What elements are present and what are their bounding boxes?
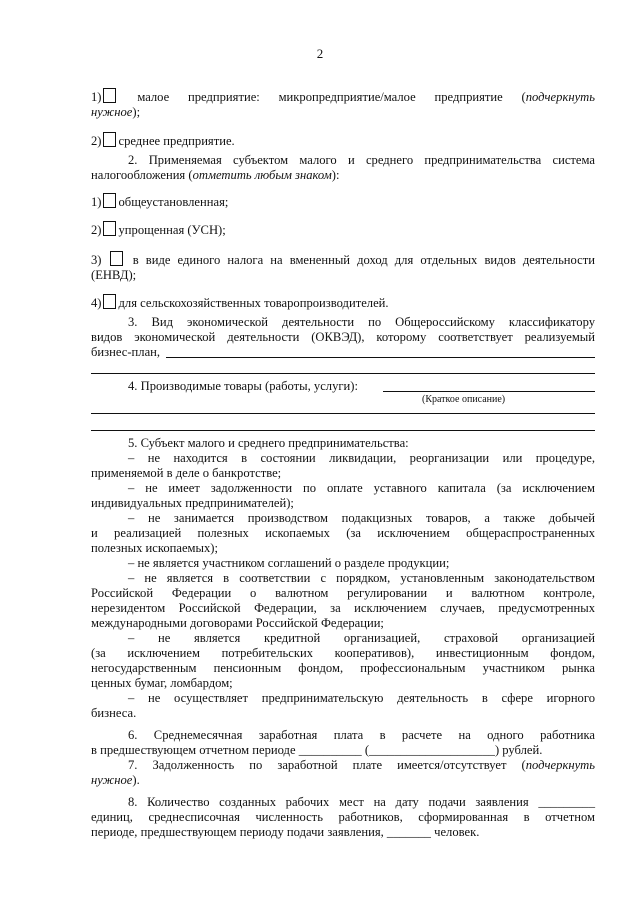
section-6-heading: 6. Среднемесячная заработная плата в расчете на одного работника xyxy=(128,728,595,742)
line-enterprise-medium: 2) среднее предприятие. xyxy=(91,134,235,148)
checkbox-tax-agri[interactable] xyxy=(103,294,116,309)
condition-7: – не осуществляет предпринимательскую деятельность в сфере игорного xyxy=(128,691,595,705)
section-3-line-3: бизнес-план, xyxy=(91,345,161,359)
condition-1: – не находится в состоянии ликвидации, реорганизации или процедуре, xyxy=(128,451,595,465)
checkbox-tax-envd[interactable] xyxy=(110,251,123,266)
tax-option-usn: 2) упрощенная (УСН); xyxy=(91,223,226,237)
condition-3: – не занимается производством подакцизных товаров, а также добычей xyxy=(128,511,595,525)
section-7-heading: 7. Задолженность по заработной плате имеется/отсутствует (подчеркнуть xyxy=(128,758,595,772)
section-2-heading-cont: налогообложения (отметить любым знаком): xyxy=(91,168,340,182)
condition-3-cont-2: полезных ископаемых); xyxy=(91,541,218,555)
section-4-heading: 4. Производимые товары (работы, услуги): xyxy=(128,379,358,393)
condition-4: – не является участником соглашений о разделе продукции; xyxy=(128,556,450,570)
checkbox-small-enterprise[interactable] xyxy=(103,88,116,103)
line-enterprise-small: 1) малое предприятие: микропредприятие/малое предприятие (подчеркнуть xyxy=(91,90,595,104)
section-7-cont: нужное). xyxy=(91,773,140,787)
condition-3-cont: и реализацией полезных ископаемых (за исключением общераспространенных xyxy=(91,526,595,540)
condition-5: – не является в соответствии с порядком, установленным законодательством xyxy=(128,571,595,585)
condition-2: – не имеет задолженности по оплате уставного капитала (за исключением xyxy=(128,481,595,495)
checkbox-tax-usn[interactable] xyxy=(103,221,116,236)
tax-option-envd-cont: (ЕНВД); xyxy=(91,268,137,282)
products-field-line-2[interactable] xyxy=(91,413,595,414)
products-field[interactable] xyxy=(383,391,595,392)
condition-5-cont-3: международными договорами Российской Федерации; xyxy=(91,616,384,630)
section-2-heading: 2. Применяемая субъектом малого и среднего предпринимательства система xyxy=(128,153,595,167)
section-6-salary-line[interactable]: в предшествующем отчетном периоде __________ (____________________) рублей. xyxy=(91,743,543,757)
condition-6: – не является кредитной организацией, страховой организацией xyxy=(128,631,595,645)
condition-6-cont-3: ценных бумаг, ломбардом; xyxy=(91,676,233,690)
condition-5-cont-2: нерезидентом Российской Федерации, за исключением случаев, предусмотренных xyxy=(91,601,595,615)
section-8-heading[interactable]: 8. Количество созданных рабочих мест на дату подачи заявления _________ xyxy=(128,795,595,809)
okved-field-line-2[interactable] xyxy=(91,373,595,374)
section-8-line-3[interactable]: периоде, предшествующем периоду подачи заявления, _______ человек. xyxy=(91,825,480,839)
page-number: 2 xyxy=(316,46,324,61)
line-enterprise-small-cont: нужное); xyxy=(91,105,141,119)
condition-5-cont: Российской Федерации о валютном регулировании и валютном контроле, xyxy=(91,586,595,600)
section-3-heading: 3. Вид экономической деятельности по Общероссийскому классификатору xyxy=(128,315,595,329)
tax-option-agri: 4) для сельскохозяйственных товаропроизводителей. xyxy=(91,296,389,310)
condition-2-cont: индивидуальных предпринимателей); xyxy=(91,496,294,510)
okved-field[interactable] xyxy=(166,357,595,358)
condition-1-cont: применяемой в деле о банкротстве; xyxy=(91,466,282,480)
section-3-line-2: видов экономической деятельности (ОКВЭД), которому соответствует реализуемый xyxy=(91,330,595,344)
tax-option-general: 1) общеустановленная; xyxy=(91,195,229,209)
products-caption: (Краткое описание) xyxy=(422,394,506,405)
tax-option-envd: 3) в виде единого налога на вмененный доход для отдельных видов деятельности xyxy=(91,253,595,267)
section-5-heading: 5. Субъект малого и среднего предпринимательства: xyxy=(128,436,409,450)
condition-6-cont: (за исключением потребительских кооперативов), инвестиционным фондом, xyxy=(91,646,595,660)
products-field-line-3[interactable] xyxy=(91,430,595,431)
condition-7-cont: бизнеса. xyxy=(91,706,137,720)
checkbox-tax-general[interactable] xyxy=(103,193,116,208)
section-8-line-2: единиц, среднесписочная численность работников, сформированная в отчетном xyxy=(91,810,595,824)
checkbox-medium-enterprise[interactable] xyxy=(103,132,116,147)
condition-6-cont-2: негосударственным пенсионным фондом, профессиональным участником рынка xyxy=(91,661,595,675)
